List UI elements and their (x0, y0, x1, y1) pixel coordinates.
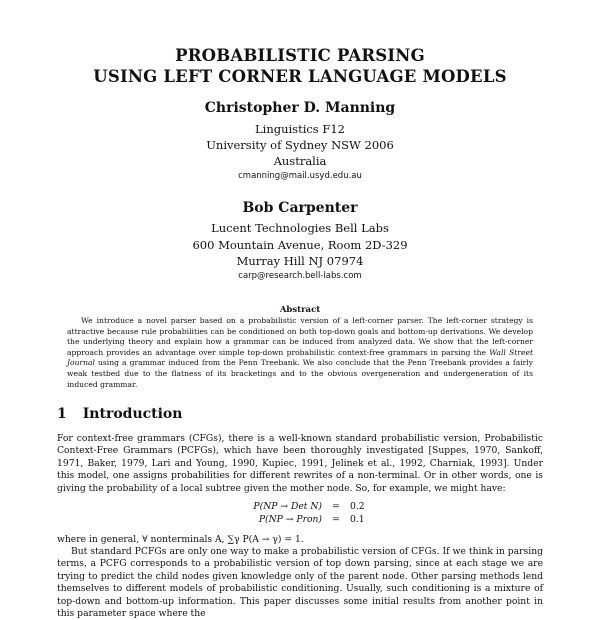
equation-rhs: 0.2 (350, 501, 365, 512)
section-number: 1 (57, 406, 67, 422)
equation-rhs: 0.1 (350, 514, 365, 525)
section-title: Introduction (82, 406, 183, 422)
intro-paragraph-2: But standard PCFGs are only one way to make a probabilistic version of CFGs. If we think in parsing terms, a PCFG corresponds to a probabilistic version of top down parsing, since at each stage we are trying to predict the child nodes given knowledge only of the parent node. Other parsing methods lend themselves to different models of probabilistic conditioning. Usually, such conditioning is a mixture of top-down and bottom-up information. This paper discusses some initial results from another point in this parameter space where the (57, 546, 543, 620)
author-1-affiliation-line-3: Australia (273, 154, 327, 168)
abstract-text-italic: Wall Street Journal (67, 347, 533, 368)
author-2-affiliation-line-3: Murray Hill NJ 07974 (236, 254, 364, 268)
author-2-affiliation-line-2: 600 Mountain Avenue, Room 2D-329 (192, 238, 408, 252)
author-1-affiliation-line-1: Linguistics F12 (255, 122, 345, 136)
author-2-email: carp@research.bell-labs.com (238, 271, 362, 281)
abstract-body (67, 316, 533, 390)
section-heading (57, 406, 182, 422)
author-2-affiliation-line-1: Lucent Technologies Bell Labs (211, 221, 389, 235)
author-name-2: Bob Carpenter (242, 200, 358, 216)
equation-operator: = (332, 501, 340, 512)
equation-lhs: P(NP → Pron) (258, 514, 322, 525)
equation-lhs: P(NP → Det N) (253, 501, 322, 512)
abstract-text-b: using a grammar induced from the Penn Treebank. We also conclude that the Penn Treebank provides a fairly weak testbed due to the flatness of its bracketings and to the obvious overgeneration and undergeneration of its induced grammar. (67, 358, 533, 389)
equation-operator: = (332, 514, 340, 525)
where-line: where in general, ∀ nonterminals A, ∑γ P(A → γ) = 1. (57, 534, 304, 545)
paper-title-line-1: PROBABILISTIC PARSING (175, 46, 425, 65)
abstract-text-a: We introduce a novel parser based on a probabilistic version of a left-corner parser. The left-corner strategy is attractive because rule probabilities can be conditioned on both top-down goals and bottom-up derivations. We develop the underlying theory and explain how a grammar can be induced from analyzed data. We show that the left-corner approach provides an advantage over simple top-down probabilistic context-free grammars in parsing the (67, 316, 533, 357)
paper-title-line-2: USING LEFT CORNER LANGUAGE MODELS (93, 67, 507, 86)
equation-block (240, 500, 380, 526)
author-1-affiliation-line-2: University of Sydney NSW 2006 (206, 138, 394, 152)
author-1-email: cmanning@mail.usyd.edu.au (238, 171, 362, 181)
equation-row (240, 500, 380, 513)
author-name-1: Christopher D. Manning (204, 100, 396, 116)
equation-row (240, 513, 380, 526)
abstract-heading: Abstract (279, 305, 321, 315)
intro-paragraph-1: For context-free grammars (CFGs), there is a well-known standard probabilistic version, Probabilistic Context-Free Grammars (PCFGs), which have been thoroughly investigated [Suppes, 1970, Sankoff, 1971, Baker, 1979, Lari and Young, 1990, Kupiec, 1991, Jelinek et al., 1992, Charniak, 1993]. Under this model, one assigns probabilities for different rewrites of a non-terminal. Or in other words, one is giving the probability of a local subtree given the mother node. So, for example, we might have: (57, 433, 543, 494)
